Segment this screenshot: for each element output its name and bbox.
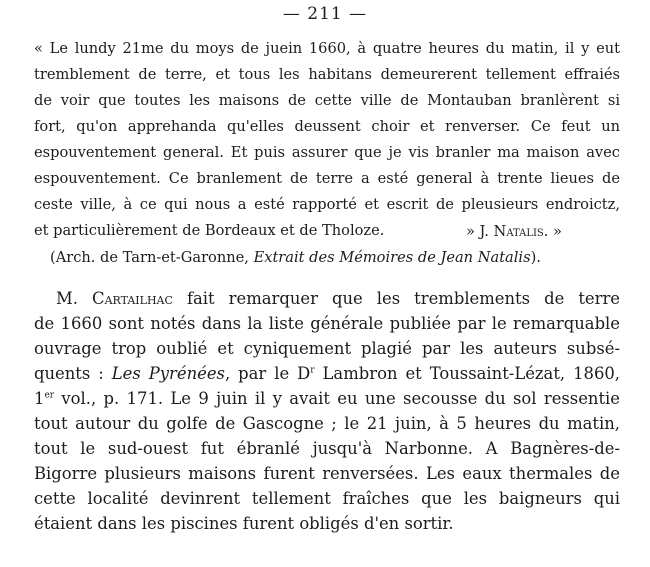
paragraph-line: ouvrage trop oublié et cyniquement plagié par les auteurs subsé-: [34, 339, 620, 358]
paragraph-line: [34, 286, 620, 311]
quote-signature: [466, 219, 562, 245]
quote-line: et particulièrement de Bordeaux et de Tholoze.: [34, 222, 385, 239]
signature-close: . »: [543, 223, 562, 240]
superscript: er: [44, 390, 55, 401]
superscript: r: [310, 365, 315, 376]
source-suffix: ).: [530, 249, 541, 266]
signature-open: » J.: [465, 223, 489, 240]
quote-source: [50, 245, 541, 271]
line-text: Lambron et Toussaint-Lézat, 1860,: [314, 364, 620, 383]
quote-line: « Le lundy 21me du moys de juein 1660, à quatre heures du matin, il y eut: [34, 40, 620, 57]
signature-name: Natalis: [493, 223, 544, 240]
paragraph-line: de 1660 sont notés dans la liste générale publiée par le remarquable: [34, 314, 620, 333]
quoted-passage: [34, 36, 620, 244]
quote-line: espouventement general. Et puis assurer que je vis branler ma maison avec: [34, 144, 620, 161]
quote-line: tremblement de terre, et tous les habitans demeurerent tellement effraiés: [34, 66, 620, 83]
body-paragraph: [34, 286, 620, 536]
paragraph-line: tout autour du golfe de Gascogne ; le 21 juin, à 5 heures du matin,: [34, 414, 620, 433]
author-prefix: M.: [56, 289, 93, 308]
quote-line: espouventement. Ce branlement de terre a esté general à trente lieues de: [34, 170, 620, 187]
line-text: quents :: [34, 364, 112, 383]
source-prefix: (Arch. de Tarn-et-Garonne,: [50, 249, 254, 266]
line-text: , par le D: [224, 364, 311, 383]
paragraph-line: [34, 386, 620, 411]
line-text: fait remarquer que les tremblements de terre: [172, 289, 620, 308]
quote-line: de voir que toutes les maisons de cette ville de Montauban branlèrent si: [34, 92, 620, 109]
line-text: vol., p. 171. Le 9 juin il y avait eu une secousse du sol ressentie: [54, 389, 620, 408]
paragraph-line: Bigorre plusieurs maisons furent renversées. Les eaux thermales de: [34, 464, 620, 483]
paragraph-line: cette localité devinrent tellement fraîches que les baigneurs qui: [34, 489, 620, 508]
paragraph-line: étaient dans les piscines furent obligés d'en sortir.: [34, 514, 454, 533]
source-title: Extrait des Mémoires de Jean Natalis: [253, 249, 531, 266]
paragraph-line: tout le sud-ouest fut ébranlé jusqu'à Narbonne. A Bagnères-de-: [34, 439, 620, 458]
author-name: Cartailhac: [92, 289, 173, 308]
page-number: — 211 —: [282, 4, 368, 24]
quote-line: ceste ville, à ce qui nous a esté rapporté et escrit de pleusieurs endroictz,: [34, 196, 620, 213]
book-title: Les Pyrénées: [111, 364, 225, 383]
quote-line: fort, qu'on apprehanda qu'elles deussent choir et renverser. Ce feut un: [34, 118, 620, 135]
paragraph-line: [34, 361, 620, 386]
line-text: 1: [34, 389, 45, 408]
